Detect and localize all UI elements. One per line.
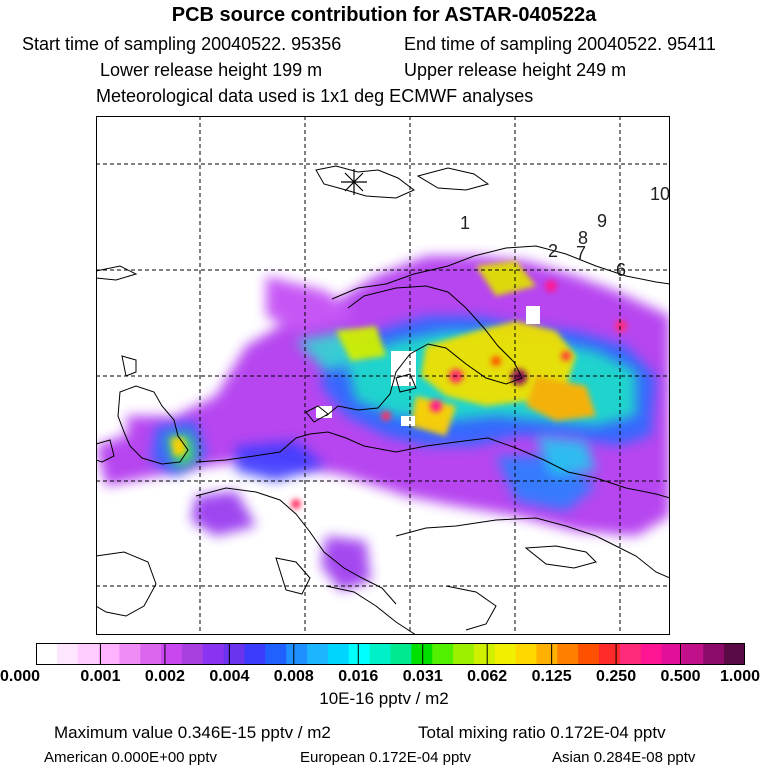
concentration-map xyxy=(96,116,670,635)
color-scale-swatch xyxy=(432,643,453,665)
trajectory-marker: 9 xyxy=(597,211,608,231)
color-scale-swatch xyxy=(620,643,641,665)
lower-release-height-label: Lower release height 199 m xyxy=(100,60,323,80)
asian-contribution-label: Asian 0.284E-08 pptv xyxy=(552,749,696,766)
color-scale-swatch xyxy=(453,643,474,665)
start-time-label: Start time of sampling 20040522. 95356 xyxy=(22,34,342,54)
color-scale-swatch xyxy=(370,643,391,665)
color-scale-tick-label: 0.001 xyxy=(80,668,121,685)
color-scale-swatch xyxy=(307,643,328,665)
end-time-label: End time of sampling 20040522. 95411 xyxy=(404,34,716,54)
color-scale-tick-label: 0.250 xyxy=(596,668,637,685)
color-scale-swatch xyxy=(265,643,286,665)
color-scale-swatch xyxy=(516,643,537,665)
color-scale-swatch xyxy=(57,643,78,665)
color-scale-swatch xyxy=(119,643,140,665)
color-scale-swatch xyxy=(161,643,182,665)
color-scale-swatch xyxy=(703,643,724,665)
color-scale-swatch xyxy=(536,643,557,665)
color-scale-swatch xyxy=(391,643,412,665)
color-scale-swatch xyxy=(495,643,516,665)
color-scale-tick-label: 0.000 xyxy=(0,668,41,685)
color-scale-bar xyxy=(36,643,745,665)
color-scale-unit: 10E-16 pptv / m2 xyxy=(319,689,449,708)
maximum-value-label: Maximum value 0.346E-15 pptv / m2 xyxy=(54,723,331,742)
trajectory-marker: 2 xyxy=(548,241,559,261)
color-scale-swatch xyxy=(286,643,307,665)
plot-title: PCB source contribution for ASTAR-040522a xyxy=(171,4,597,26)
european-contribution-label: European 0.172E-04 pptv xyxy=(300,749,471,766)
upper-release-height-label: Upper release height 249 m xyxy=(404,60,627,80)
color-scale-swatch xyxy=(599,643,620,665)
color-scale-swatch xyxy=(140,643,161,665)
total-mixing-ratio-label: Total mixing ratio 0.172E-04 pptv xyxy=(418,723,666,742)
trajectory-marker: 6 xyxy=(616,260,627,280)
color-scale-swatch xyxy=(349,643,370,665)
color-scale-swatch xyxy=(78,643,99,665)
color-scale-swatch xyxy=(182,643,203,665)
american-contribution-label: American 0.000E+00 pptv xyxy=(44,749,218,766)
color-scale-swatch xyxy=(36,643,57,665)
color-scale-tick-label: 0.002 xyxy=(144,668,185,685)
color-scale-tick-label: 0.031 xyxy=(402,668,443,685)
trajectory-marker: 7 xyxy=(576,243,587,263)
meteorological-data-label: Meteorological data used is 1x1 deg ECMWF analyses xyxy=(96,86,534,106)
trajectory-marker: 8 xyxy=(578,228,589,248)
color-scale-tick-label: 1.000 xyxy=(719,668,760,685)
color-scale-swatch xyxy=(203,643,224,665)
color-scale-swatch xyxy=(99,643,120,665)
color-scale-tick-label: 0.062 xyxy=(467,668,508,685)
color-scale-swatch xyxy=(474,643,495,665)
color-scale-swatch xyxy=(557,643,578,665)
color-scale-swatch xyxy=(224,643,245,665)
color-scale-tick-label: 0.008 xyxy=(273,668,314,685)
trajectory-marker: 10 xyxy=(650,184,670,204)
trajectory-marker: 1 xyxy=(460,213,471,233)
color-scale-swatch xyxy=(724,643,745,665)
color-scale-tick-label: 0.004 xyxy=(209,668,250,685)
color-scale-tick-label: 0.125 xyxy=(531,668,572,685)
color-scale-swatch xyxy=(411,643,432,665)
color-scale-swatch xyxy=(682,643,703,665)
color-scale-swatch xyxy=(662,643,683,665)
color-scale-swatch xyxy=(245,643,266,665)
color-scale-tick-label: 0.016 xyxy=(338,668,379,685)
color-scale-swatch xyxy=(328,643,349,665)
color-scale-tick-label: 0.500 xyxy=(660,668,701,685)
color-scale-swatch xyxy=(641,643,662,665)
color-scale-swatch xyxy=(578,643,599,665)
